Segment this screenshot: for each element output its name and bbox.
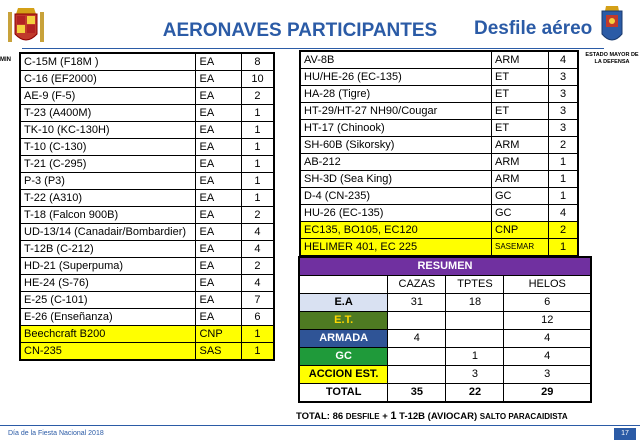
page-number: 17	[614, 428, 636, 440]
cell-aircraft: CN-235	[20, 343, 196, 361]
table-row	[20, 71, 274, 88]
summary-cell: 12	[504, 312, 591, 330]
table-row	[300, 239, 578, 256]
summary-cell: 3	[446, 366, 504, 384]
cell-unit: ARM	[492, 154, 549, 171]
cell-count: 4	[241, 275, 274, 292]
emad-crest	[598, 4, 626, 48]
right-aircraft-table	[299, 50, 579, 274]
table-row	[20, 139, 274, 156]
cell-unit: EA	[196, 122, 241, 139]
table-row	[20, 309, 274, 326]
page-subtitle: Desfile aéreo	[474, 18, 593, 39]
table-row	[20, 241, 274, 258]
cell-unit: EA	[196, 275, 241, 292]
summary-cell: 4	[504, 348, 591, 366]
cell-unit: EA	[196, 309, 241, 326]
cell-unit: ARM	[492, 51, 549, 69]
footer-divider	[0, 425, 640, 426]
ministry-tag: MIN	[0, 57, 11, 63]
column-header: HELOS	[504, 276, 591, 294]
table-row	[20, 224, 274, 241]
table-row	[300, 69, 578, 86]
summary-total-label: TOTAL	[299, 384, 388, 403]
summary-cell	[446, 312, 504, 330]
cell-aircraft: Beechcraft B200	[20, 326, 196, 343]
summary-row	[299, 312, 591, 330]
cell-count: 3	[549, 69, 579, 86]
cell-aircraft: HD-21 (Superpuma)	[20, 258, 196, 275]
table-row	[20, 53, 274, 71]
table-row	[20, 173, 274, 190]
summary-cell	[388, 366, 446, 384]
cell-count: 1	[241, 105, 274, 122]
table-row	[20, 258, 274, 275]
cell-count: 7	[241, 292, 274, 309]
summary-cell	[388, 348, 446, 366]
column-header: TPTES	[446, 276, 504, 294]
summary-total-helos: 29	[504, 384, 591, 403]
table-row	[20, 292, 274, 309]
cell-aircraft: HELIMER 401, EC 225	[300, 239, 492, 256]
cell-count: 4	[241, 224, 274, 241]
cell-aircraft: SH-60B (Sikorsky)	[300, 137, 492, 154]
table-row	[300, 222, 578, 239]
summary-cell: 3	[504, 366, 591, 384]
cell-unit: EA	[196, 105, 241, 122]
cell-aircraft: HU-26 (EC-135)	[300, 205, 492, 222]
cell-aircraft: HE-24 (S-76)	[20, 275, 196, 292]
cell-unit: EA	[196, 190, 241, 207]
summary-row-label: ACCION EST.	[299, 366, 388, 384]
table-row	[300, 103, 578, 120]
cell-count: 3	[549, 86, 579, 103]
cell-count: 3	[549, 103, 579, 120]
cell-count: 1	[241, 343, 274, 361]
cell-aircraft: D-4 (CN-235)	[300, 188, 492, 205]
cell-count: 4	[549, 205, 579, 222]
cell-unit: ET	[492, 120, 549, 137]
summary-cell: 1	[446, 348, 504, 366]
cell-count: 8	[241, 53, 274, 71]
cell-aircraft: EC135, BO105, EC120	[300, 222, 492, 239]
cell-aircraft: AV-8B	[300, 51, 492, 69]
footer-text: Día de la Fiesta Nacional 2018	[8, 430, 104, 437]
left-aircraft-table	[19, 52, 275, 361]
table-row	[300, 137, 578, 154]
column-header: CAZAS	[388, 276, 446, 294]
cell-unit: EA	[196, 173, 241, 190]
table-row	[300, 120, 578, 137]
table-row	[300, 86, 578, 103]
cell-aircraft: T-10 (C-130)	[20, 139, 196, 156]
table-row	[20, 343, 274, 361]
cell-unit: ET	[492, 86, 549, 103]
emad-tag: ESTADO MAYOR DE LA DEFENSA	[585, 52, 639, 65]
cell-aircraft: E-25 (C-101)	[20, 292, 196, 309]
cell-unit: EA	[196, 53, 241, 71]
cell-aircraft: SH-3D (Sea King)	[300, 171, 492, 188]
cell-unit: EA	[196, 71, 241, 88]
summary-total-cazas: 35	[388, 384, 446, 403]
cell-unit: SAS	[196, 343, 241, 361]
summary-row-label: E.T.	[299, 312, 388, 330]
cell-aircraft: P-3 (P3)	[20, 173, 196, 190]
cell-aircraft: AE-9 (F-5)	[20, 88, 196, 105]
cell-unit: EA	[196, 258, 241, 275]
cell-unit: EA	[196, 292, 241, 309]
table-row	[20, 88, 274, 105]
table-row	[20, 105, 274, 122]
cell-unit: ET	[492, 103, 549, 120]
cell-count: 2	[549, 222, 579, 239]
spain-coat-of-arms	[6, 4, 46, 50]
summary-table	[298, 256, 592, 403]
summary-total-tptes: 22	[446, 384, 504, 403]
cell-aircraft: TK-10 (KC-130H)	[20, 122, 196, 139]
cell-count: 1	[241, 139, 274, 156]
cell-count: 1	[241, 173, 274, 190]
summary-cell	[446, 330, 504, 348]
summary-cell: 4	[388, 330, 446, 348]
cell-unit: ET	[492, 69, 549, 86]
cell-count: 4	[241, 241, 274, 258]
cell-unit: EA	[196, 224, 241, 241]
cell-unit: CNP	[196, 326, 241, 343]
cell-count: 1	[549, 188, 579, 205]
summary-cell	[388, 312, 446, 330]
cell-aircraft: T-21 (C-295)	[20, 156, 196, 173]
table-row	[20, 156, 274, 173]
cell-count: 2	[241, 88, 274, 105]
cell-count: 3	[549, 120, 579, 137]
summary-total-row	[299, 384, 591, 403]
cell-unit: EA	[196, 156, 241, 173]
cell-aircraft: C-16 (EF2000)	[20, 71, 196, 88]
table-row	[300, 171, 578, 188]
cell-aircraft: AB-212	[300, 154, 492, 171]
cell-count: 6	[241, 309, 274, 326]
cell-unit: EA	[196, 241, 241, 258]
cell-unit: SASEMAR	[492, 239, 549, 256]
summary-cell: 18	[446, 294, 504, 312]
table-row	[300, 154, 578, 171]
cell-count: 1	[549, 171, 579, 188]
header-divider	[22, 48, 604, 49]
cell-count: 10	[241, 71, 274, 88]
cell-aircraft: UD-13/14 (Canadair/Bombardier)	[20, 224, 196, 241]
cell-aircraft: T-12B (C-212)	[20, 241, 196, 258]
cell-aircraft: T-22 (A310)	[20, 190, 196, 207]
summary-row-label: ARMADA	[299, 330, 388, 348]
cell-count: 1	[549, 154, 579, 171]
table-row	[20, 190, 274, 207]
summary-row	[299, 294, 591, 312]
cell-unit: EA	[196, 139, 241, 156]
cell-aircraft: HT-29/HT-27 NH90/Cougar	[300, 103, 492, 120]
cell-unit: GC	[492, 188, 549, 205]
cell-unit: CNP	[492, 222, 549, 239]
cell-count: 1	[549, 239, 579, 256]
cell-unit: EA	[196, 207, 241, 224]
cell-count: 1	[241, 326, 274, 343]
table-row	[20, 275, 274, 292]
summary-row-label: E.A	[299, 294, 388, 312]
summary-cell: 4	[504, 330, 591, 348]
cell-count: 1	[241, 122, 274, 139]
summary-row-label: GC	[299, 348, 388, 366]
summary-cell: 31	[388, 294, 446, 312]
cell-aircraft: HU/HE-26 (EC-135)	[300, 69, 492, 86]
cell-unit: ARM	[492, 171, 549, 188]
cell-unit: GC	[492, 205, 549, 222]
cell-aircraft: HA-28 (Tigre)	[300, 86, 492, 103]
table-row	[300, 51, 578, 69]
summary-cell: 6	[504, 294, 591, 312]
cell-count: 1	[241, 190, 274, 207]
cell-aircraft: T-23 (A400M)	[20, 105, 196, 122]
summary-row	[299, 348, 591, 366]
summary-row	[299, 330, 591, 348]
table-row	[20, 326, 274, 343]
table-row	[20, 207, 274, 224]
table-row	[300, 205, 578, 222]
table-row	[300, 188, 578, 205]
table-row	[20, 122, 274, 139]
cell-unit: ARM	[492, 137, 549, 154]
cell-count: 4	[549, 51, 579, 69]
cell-count: 2	[241, 258, 274, 275]
cell-aircraft: T-18 (Falcon 900B)	[20, 207, 196, 224]
cell-unit: EA	[196, 88, 241, 105]
summary-row	[299, 366, 591, 384]
page-title: AERONAVES PARTICIPANTES	[162, 20, 438, 41]
cell-aircraft: HT-17 (Chinook)	[300, 120, 492, 137]
summary-title: RESUMEN	[299, 257, 591, 276]
cell-count: 2	[241, 207, 274, 224]
footnote: TOTAL: 86 DESFILE + 1 T-12B (AVIOCAR) SALTO PARACAIDISTA	[296, 410, 568, 422]
cell-aircraft: C-15M (F18M )	[20, 53, 196, 71]
cell-count: 1	[241, 156, 274, 173]
summary-header	[299, 257, 591, 276]
cell-count: 2	[549, 137, 579, 154]
summary-columns-row	[299, 276, 591, 294]
cell-aircraft: E-26 (Enseñanza)	[20, 309, 196, 326]
